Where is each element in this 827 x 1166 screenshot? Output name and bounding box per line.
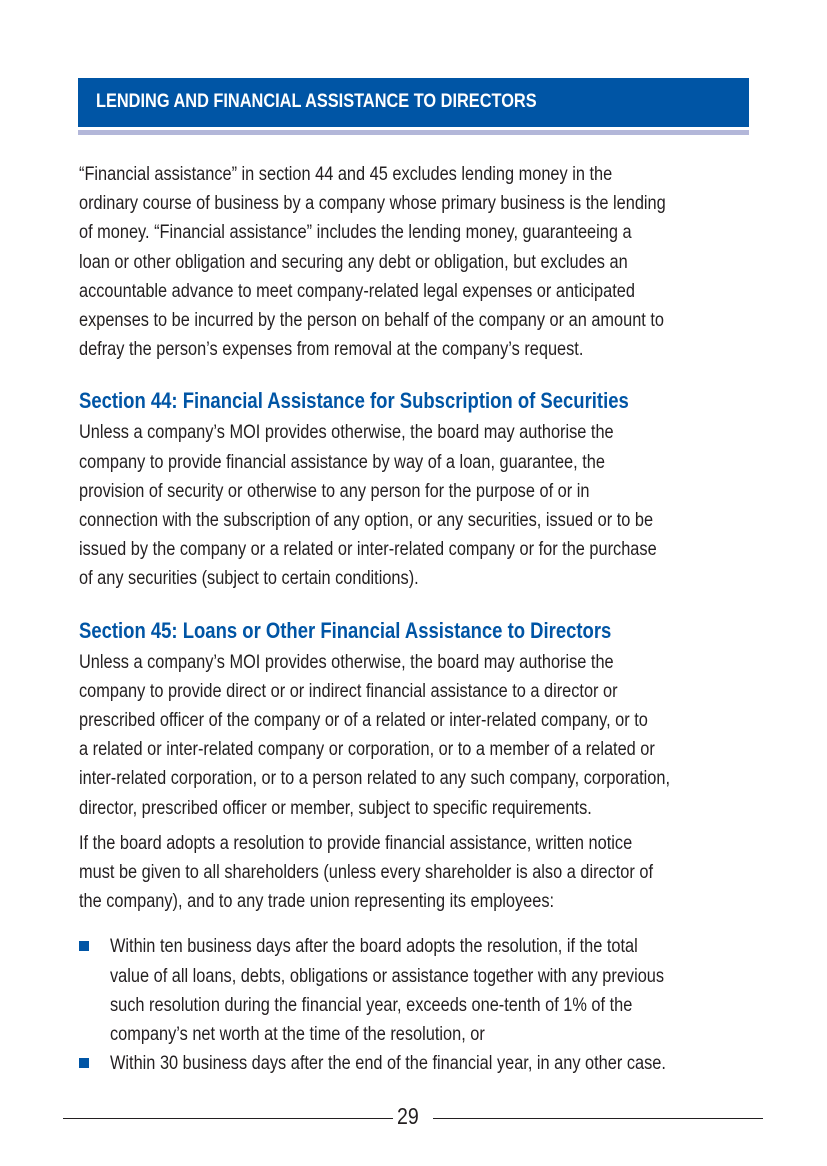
list-item xyxy=(110,932,827,1049)
text-line: accountable advance to meet company-related legal expenses or anticipated xyxy=(79,280,635,302)
list-item xyxy=(110,1049,827,1078)
bullet-text xyxy=(110,932,789,1049)
text-line: inter-related corporation, or to a person related to any such company, corporation, xyxy=(79,768,670,790)
square-bullet-icon xyxy=(79,941,89,951)
text-line: the company), and to any trade union representing its employees: xyxy=(79,891,555,913)
text-line: Unless a company’s MOI provides otherwise, the board may authorise the xyxy=(79,422,614,444)
section-44-heading: Section 44: Financial Assistance for Subscription of Securities xyxy=(79,388,629,414)
text-line: “Financial assistance” in section 44 and 45 excludes lending money in the xyxy=(79,164,613,185)
text-line: provision of security or otherwise to any person for the purpose of or in xyxy=(79,480,590,502)
text-line: expenses to be incurred by the person on behalf of the company or an amount to xyxy=(79,310,664,332)
text-line: of any securities (subject to certain conditions). xyxy=(79,568,419,590)
square-bullet-icon xyxy=(79,1058,89,1068)
text-line: Unless a company’s MOI provides otherwise, the board may authorise the xyxy=(79,651,614,673)
text-line: connection with the subscription of any option, or any securities, issued or to be xyxy=(79,510,654,532)
header-rule xyxy=(78,130,749,135)
text-line: a related or inter-related company or corporation, or to a member of a related or xyxy=(79,739,655,761)
text-line: director, prescribed officer or member, subject to specific requirements. xyxy=(79,797,592,819)
intro-paragraph xyxy=(79,160,758,364)
section-header-bar xyxy=(78,78,749,127)
page-content xyxy=(79,160,827,1094)
text-line: company to provide direct or or indirect financial assistance to a director or xyxy=(79,680,618,702)
section-45-paragraph xyxy=(79,648,758,823)
notice-paragraph xyxy=(79,829,758,917)
text-line: loan or other obligation and securing any debt or obligation, but excludes an xyxy=(79,251,628,273)
notice-bullet-list xyxy=(110,932,827,1078)
text-line: Within 30 business days after the end of the financial year, in any other case. xyxy=(110,1053,666,1075)
footer-rule-right xyxy=(433,1118,763,1119)
text-line: of money. “Financial assistance” includes the lending money, guaranteeing a xyxy=(79,222,632,244)
section-45-heading: Section 45: Loans or Other Financial Assistance to Directors xyxy=(79,617,612,643)
text-line: prescribed officer of the company or of a related or inter-related company, or to xyxy=(79,710,648,732)
page-number: 29 xyxy=(397,1103,419,1129)
text-line: ordinary course of business by a company whose primary business is the lending xyxy=(79,193,666,215)
section-44-paragraph xyxy=(79,418,758,593)
text-line: If the board adopts a resolution to provide financial assistance, written notice xyxy=(79,832,633,854)
text-line: company to provide financial assistance by way of a loan, guarantee, the xyxy=(79,451,605,473)
text-line: value of all loans, debts, obligations or assistance together with any previous xyxy=(110,965,665,987)
page-title: LENDING AND FINANCIAL ASSISTANCE TO DIRECTORS xyxy=(96,91,537,112)
text-line: Within ten business days after the board adopts the resolution, if the total xyxy=(110,936,638,958)
bullet-text xyxy=(110,1049,789,1078)
text-line: must be given to all shareholders (unless every shareholder is also a director of xyxy=(79,862,654,884)
text-line: issued by the company or a related or inter-related company or for the purchase xyxy=(79,539,657,561)
text-line: such resolution during the financial year, exceeds one-tenth of 1% of the xyxy=(110,994,633,1016)
text-line: defray the person’s expenses from removal at the company’s request. xyxy=(79,339,584,361)
text-line: company’s net worth at the time of the resolution, or xyxy=(110,1024,485,1046)
footer-rule-left xyxy=(63,1118,393,1119)
